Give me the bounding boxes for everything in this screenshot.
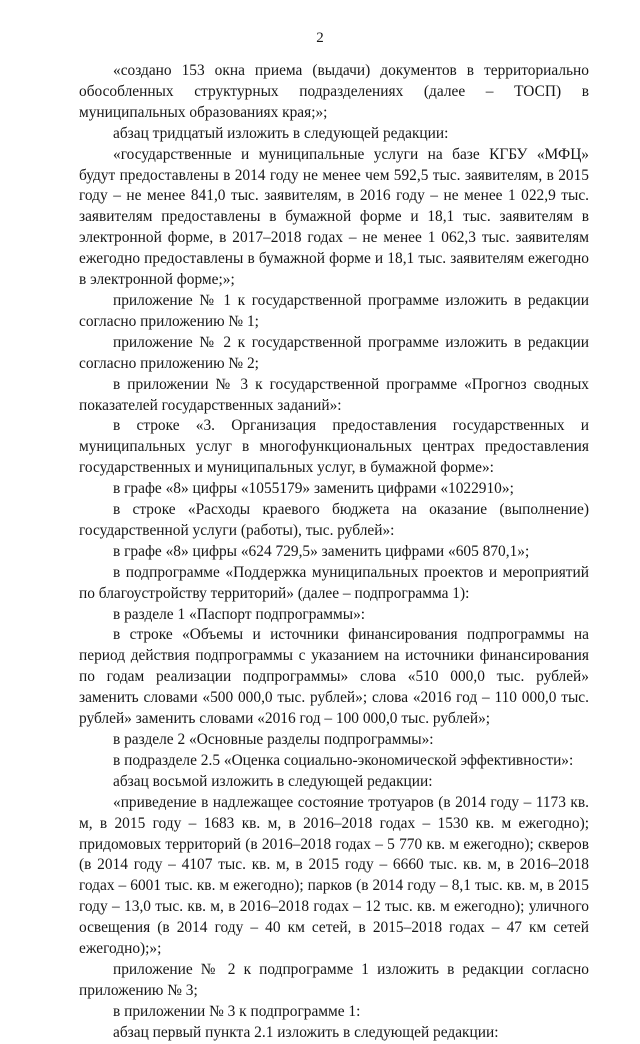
paragraph: в разделе 2 «Основные разделы подпрограммы»: [113, 731, 434, 748]
paragraph: абзац первый пункта 2.1 изложить в следующей редакции: [113, 1023, 499, 1041]
paragraph: в строке «Расходы краевого бюджета на оказание (выполнение) государственной услуги (работы), тыс. рублей»: [79, 501, 589, 539]
paragraph: абзац восьмой изложить в следующей редакции: [113, 772, 433, 790]
paragraph: «создано 153 окна приема (выдачи) документов в территориально обособленных структурных подразделениях (далее – ТОСП) в муниципальных образованиях края;»; [79, 62, 589, 121]
paragraph: в приложении № 3 к подпрограмме 1: [113, 1002, 361, 1020]
paragraph: приложение № 1 к государственной программе изложить в редакции согласно приложению № 1; [79, 291, 589, 330]
paragraph: «приведение в надлежащее состояние тротуаров (в 2014 году – 1173 кв. м, в 2015 году – 1683 кв. м, в 2016–2018 годах – 1530 кв. м ежегодно); придомовых территорий (в 2016–2018 годах – 5 770 кв. м ежегодно); скверов (в 2014 году – 4107 тыс. кв. м, в 2015 году – 6660 тыс. кв. м, в 2016–2018 годах – 6001 тыс. кв. м ежегодно); парков (в 2014 году – 8,1 тыс. кв. м, в 2015 году – 13,0 тыс. кв. м, в 2016–2018 годах – 12 тыс. кв. м ежегодно); уличного освещения (в 2014 году – 40 км сетей, в 2015–2018 годах – 47 км сетей ежегодно);»; [79, 793, 589, 958]
paragraph: в приложении № 3 к государственной программе «Прогноз сводных показателей государственных заданий»: [79, 375, 589, 414]
paragraph: приложение № 2 к подпрограмме 1 изложить в редакции согласно приложению № 3; [79, 960, 589, 999]
paragraph: в разделе 1 «Паспорт подпрограммы»: [113, 605, 366, 623]
paragraph: в строке «Объемы и источники финансирования подпрограммы на период действия подпрограммы с указанием на источники финансирования по годам реализации подпрограммы» слова «510 000,0 тыс. рублей» заменить словами «500 000,0 тыс. рублей»; слова «2016 год – 110 000,0 тыс. рублей» заменить словами «2016 год – 100 000,0 тыс. рублей»; [79, 626, 589, 728]
paragraph: в подпрограмме «Поддержка муниципальных проектов и мероприятий по благоустройству территорий» (далее – подпрограмма 1): [79, 563, 589, 602]
paragraph: в подразделе 2.5 «Оценка социально-экономической эффективности»: [113, 751, 574, 769]
document-body [79, 61, 589, 1044]
paragraph: «государственные и муниципальные услуги на базе КГБУ «МФЦ» будут предоставлены в 2014 году не менее чем 592,5 тыс. заявителям, в 2015 году – не менее 841,0 тыс. заявителям, в 2016 году – не менее 1 022,9 тыс. заявителям предоставлены в бумажной форме и 18,1 тыс. заявителям в электронной форме, в 2017–2018 годах – не менее 1 062,3 тыс. заявителям ежегодно предоставлены в бумажной форме и 18,1 тыс. заявителям ежегодно в электронной форме;»; [79, 145, 589, 289]
paragraph: приложение № 2 к государственной программе изложить в редакции согласно приложению № 2; [79, 333, 589, 372]
paragraph: в графе «8» цифры «1055179» заменить цифрами «1022910»; [113, 480, 514, 498]
paragraph: в графе «8» цифры «624 729,5» заменить цифрами «605 870,1»; [113, 542, 530, 560]
paragraph: абзац тридцатый изложить в следующей редакции: [113, 124, 449, 142]
paragraph: в строке «3. Организация предоставления государственных и муниципальных услуг в многофункциональных центрах предоставления государственных и муниципальных услуг, в бумажной форме»: [79, 417, 589, 477]
page-number: 2 [316, 30, 324, 46]
